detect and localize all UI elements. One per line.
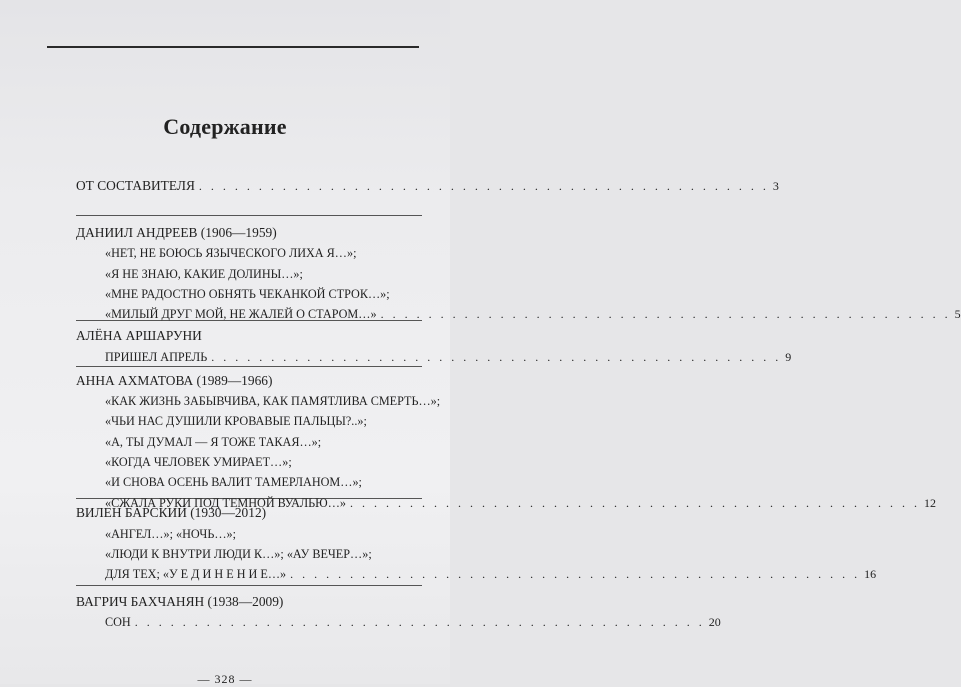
toc-poem[interactable]: «МНЕ РАДОСТНО ОБНЯТЬ ЧЕКАНКОЙ СТРОК…»; <box>105 287 390 301</box>
page-number: 16 <box>864 567 877 581</box>
toc-poem[interactable]: «Я НЕ ЗНАЮ, КАКИЕ ДОЛИНЫ…»; <box>105 267 303 281</box>
toc-poem[interactable]: «НЕТ, НЕ БОЮСЬ ЯЗЫЧЕСКОГО ЛИХА Я…»; <box>105 246 357 260</box>
toc-author-andreev[interactable]: ДАНИИЛ АНДРЕЕВ (1906—1959) <box>76 225 277 240</box>
page-number: 20 <box>708 615 721 629</box>
page-footer-number: — 328 — <box>197 672 253 686</box>
toc-author-bakhchanyan[interactable]: ВАГРИЧ БАХЧАНЯН (1938—2009) <box>76 594 284 609</box>
toc-poem[interactable]: «КАК ЖИЗНЬ ЗАБЫВЧИВА, КАК ПАМЯТЛИВА СМЕРТЬ…»; <box>105 394 441 408</box>
section-divider <box>76 585 422 586</box>
dot-leader: . . . . . . . . . . . . . . . . . . . . . . . . . . . . . . . . . . . . . . . . . . . . . . . . <box>350 496 920 510</box>
toc-entry-foreword[interactable]: ОТ СОСТАВИТЕЛЯ . . . . . . . . . . . . . . . . . . . . . . . . . . . . . . . . . . . . . . . . . . . . . . . . 3 <box>76 176 422 196</box>
toc-poem[interactable]: «КОГДА ЧЕЛОВЕК УМИРАЕТ…»; <box>105 455 292 469</box>
toc-poem[interactable]: «АНГЕЛ…»; «НОЧЬ…»; <box>105 527 236 541</box>
dot-leader: . . . . . . . . . . . . . . . . . . . . . . . . . . . . . . . . . . . . . . . . . . . . . . . . <box>198 179 769 193</box>
header-rule <box>47 46 419 48</box>
toc-poem[interactable]: «СЖАЛА РУКИ ПОД ТЕМНОЙ ВУАЛЬЮ…» . . . . . . . . . . . . . . . . . . . . . . . . . . . . . . . . . . . . . . . . . . . . . . . . 12 <box>105 493 422 513</box>
toc-poem[interactable]: «ЧЬИ НАС ДУШИЛИ КРОВАВЫЕ ПАЛЬЦЫ?..»; <box>105 414 367 428</box>
page-title: Содержание <box>163 114 287 139</box>
dot-leader: . . . . . . . . . . . . . . . . . . . . . . . . . . . . . . . . . . . . . . . . . . . . . . . . <box>134 615 705 629</box>
page-number: 9 <box>785 350 792 364</box>
toc-poem[interactable]: «ЛЮДИ К ВНУТРИ ЛЮДИ К…»; «АУ ВЕЧЕР…»; <box>105 547 372 561</box>
toc-author-akhmatova[interactable]: АННА АХМАТОВА (1989—1966) <box>76 373 273 388</box>
toc-poem[interactable]: «МИЛЫЙ ДРУГ МОЙ, НЕ ЖАЛЕЙ О СТАРОМ…» . . . . . . . . . . . . . . . . . . . . . . . . . . . . . . . . . . . . . . . . . . . . . . . . 5 <box>105 304 422 324</box>
page-number: 12 <box>924 496 936 510</box>
toc-author-barsky[interactable]: ВИЛЕН БАРСКИЙ (1930—2012) <box>76 505 267 520</box>
toc-poem[interactable]: «И СНОВА ОСЕНЬ ВАЛИТ ТАМЕРЛАНОМ…»; <box>105 475 362 489</box>
toc-poem[interactable]: ПРИШЕЛ АПРЕЛЬ . . . . . . . . . . . . . . . . . . . . . . . . . . . . . . . . . . . . . . . . . . . . . . . . 9 <box>105 347 422 367</box>
dot-leader: . . . . . . . . . . . . . . . . . . . . . . . . . . . . . . . . . . . . . . . . . . . . . . . . <box>211 350 782 364</box>
toc-poem[interactable]: СОН . . . . . . . . . . . . . . . . . . . . . . . . . . . . . . . . . . . . . . . . . . . . . . . . 20 <box>105 612 422 632</box>
toc-poem[interactable]: ДЛЯ ТЕХ; «У Е Д И Н Е Н И Е…» . . . . . . . . . . . . . . . . . . . . . . . . . . . . . . . . . . . . . . . . . . . . . . . . 16 <box>105 564 422 584</box>
toc-author-arsharuni[interactable]: АЛЁНА АРШАРУНИ <box>76 328 202 343</box>
toc-poem[interactable]: «А, ТЫ ДУМАЛ — Я ТОЖЕ ТАКАЯ…»; <box>105 435 322 449</box>
page-number: 3 <box>772 179 779 193</box>
page-number: 5 <box>954 307 961 321</box>
section-divider <box>76 215 422 216</box>
dot-leader: . . . . . . . . . . . . . . . . . . . . . . . . . . . . . . . . . . . . . . . . . . . . . . . . <box>290 567 861 581</box>
dot-leader: . . . . . . . . . . . . . . . . . . . . . . . . . . . . . . . . . . . . . . . . . . . . . . . . <box>380 307 951 321</box>
